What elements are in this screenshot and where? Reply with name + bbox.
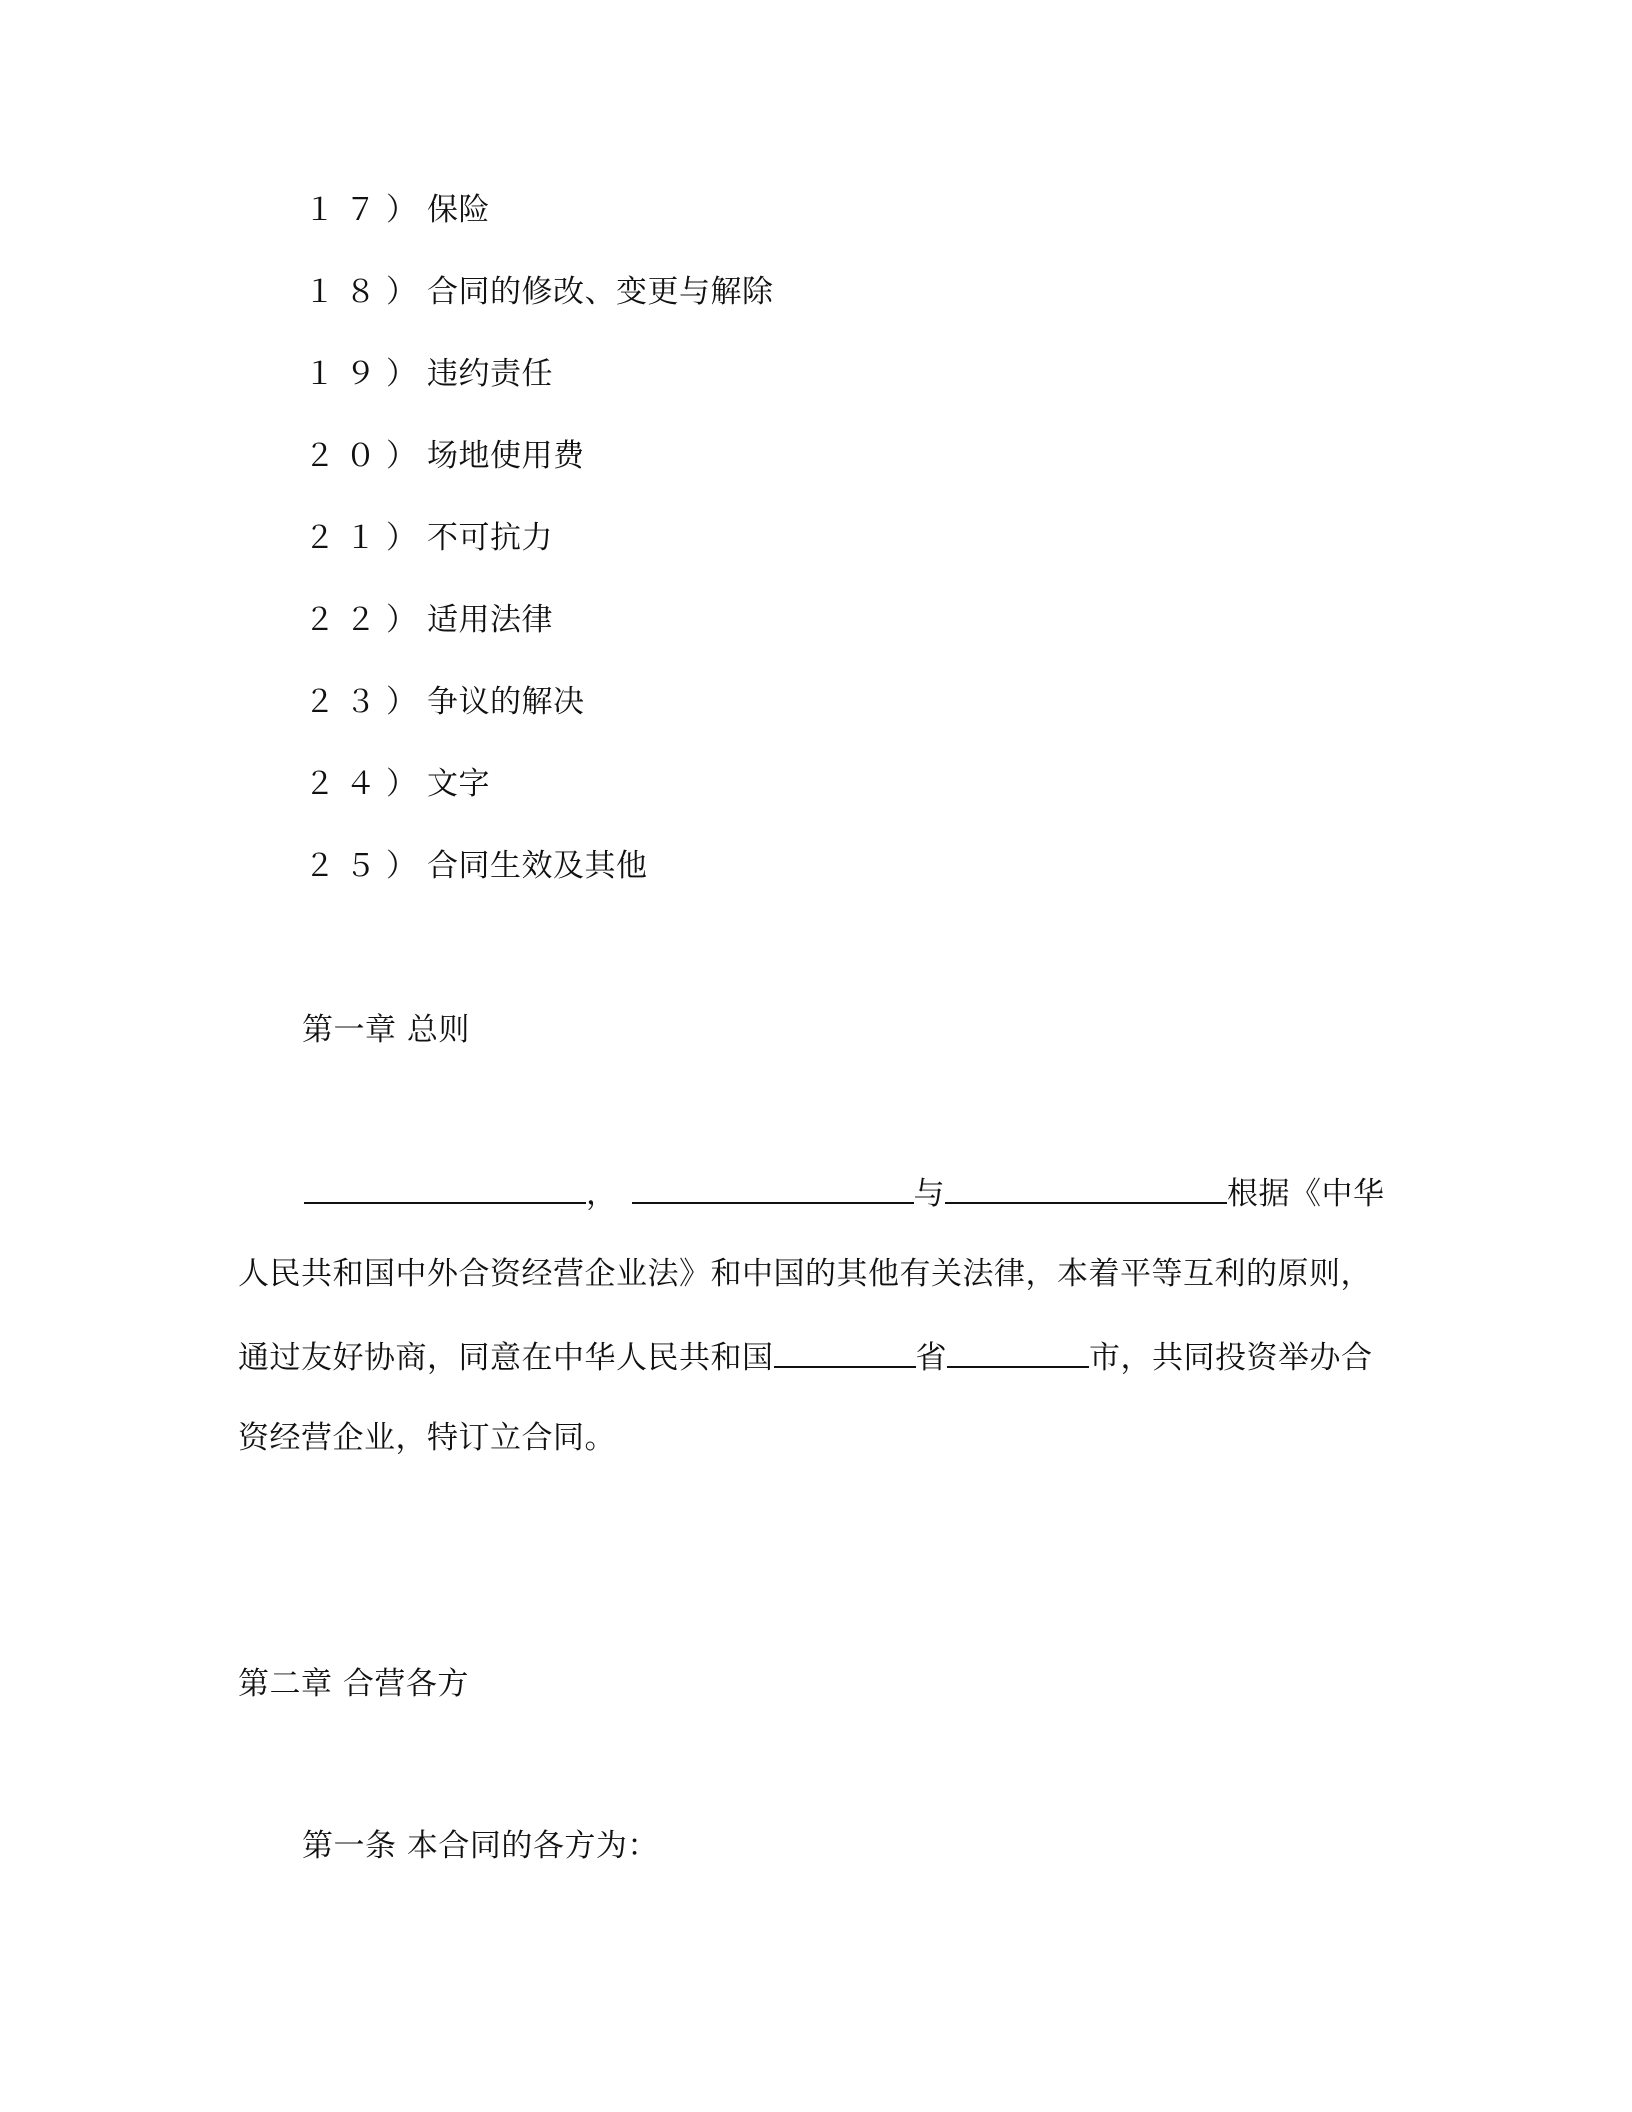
toc-number: ２３） [304, 684, 427, 720]
toc-item [304, 190, 490, 230]
chapter-2-title: 第二章 合营各方 [238, 1666, 469, 1702]
toc-item [304, 682, 585, 722]
separator-comma: ， [586, 1176, 618, 1212]
toc-item [304, 846, 648, 886]
chapter-1-line-3 [238, 1336, 1373, 1378]
toc-number: ２０） [304, 438, 427, 474]
article-1: 第一条 本合同的各方为： [302, 1828, 659, 1864]
party-a-blank [304, 1172, 586, 1204]
toc-label: 不可抗力 [427, 520, 553, 556]
toc-number: １８） [304, 274, 427, 310]
toc-item [304, 518, 553, 558]
line-1-tail: 根据《中华 [1227, 1176, 1385, 1212]
toc-label: 适用法律 [427, 602, 553, 638]
toc-item [304, 600, 553, 640]
toc-number: １９） [304, 356, 427, 392]
city-blank [947, 1336, 1089, 1368]
toc-label: 文字 [427, 766, 490, 802]
toc-number: １７） [304, 192, 427, 228]
toc-number: ２５） [304, 848, 427, 884]
province-label: 省 [915, 1340, 947, 1376]
toc-label: 场地使用费 [427, 438, 585, 474]
chapter-1-title: 第一章 总则 [302, 1012, 470, 1048]
toc-label: 合同生效及其他 [427, 848, 648, 884]
chapter-1-line-4: 资经营企业，特订立合同。 [238, 1420, 616, 1456]
toc-label: 合同的修改、变更与解除 [427, 274, 774, 310]
toc-item [304, 272, 774, 312]
toc-item [304, 764, 490, 804]
party-b-blank [632, 1172, 914, 1204]
chapter-1-line-2: 人民共和国中外合资经营企业法》和中国的其他有关法律，本着平等互利的原则， [238, 1256, 1372, 1292]
toc-number: ２４） [304, 766, 427, 802]
toc-number: ２１） [304, 520, 427, 556]
toc-item [304, 354, 553, 394]
toc-number: ２２） [304, 602, 427, 638]
party-c-blank [945, 1172, 1227, 1204]
toc-item [304, 436, 585, 476]
toc-label: 违约责任 [427, 356, 553, 392]
separator-and: 与 [913, 1176, 945, 1212]
toc-label: 保险 [427, 192, 490, 228]
line-3-tail: 市，共同投资举办合 [1089, 1340, 1373, 1376]
toc-label: 争议的解决 [427, 684, 585, 720]
line-3-head: 通过友好协商，同意在中华人民共和国 [238, 1340, 774, 1376]
province-blank [774, 1336, 916, 1368]
chapter-1-line-1 [304, 1172, 1385, 1214]
